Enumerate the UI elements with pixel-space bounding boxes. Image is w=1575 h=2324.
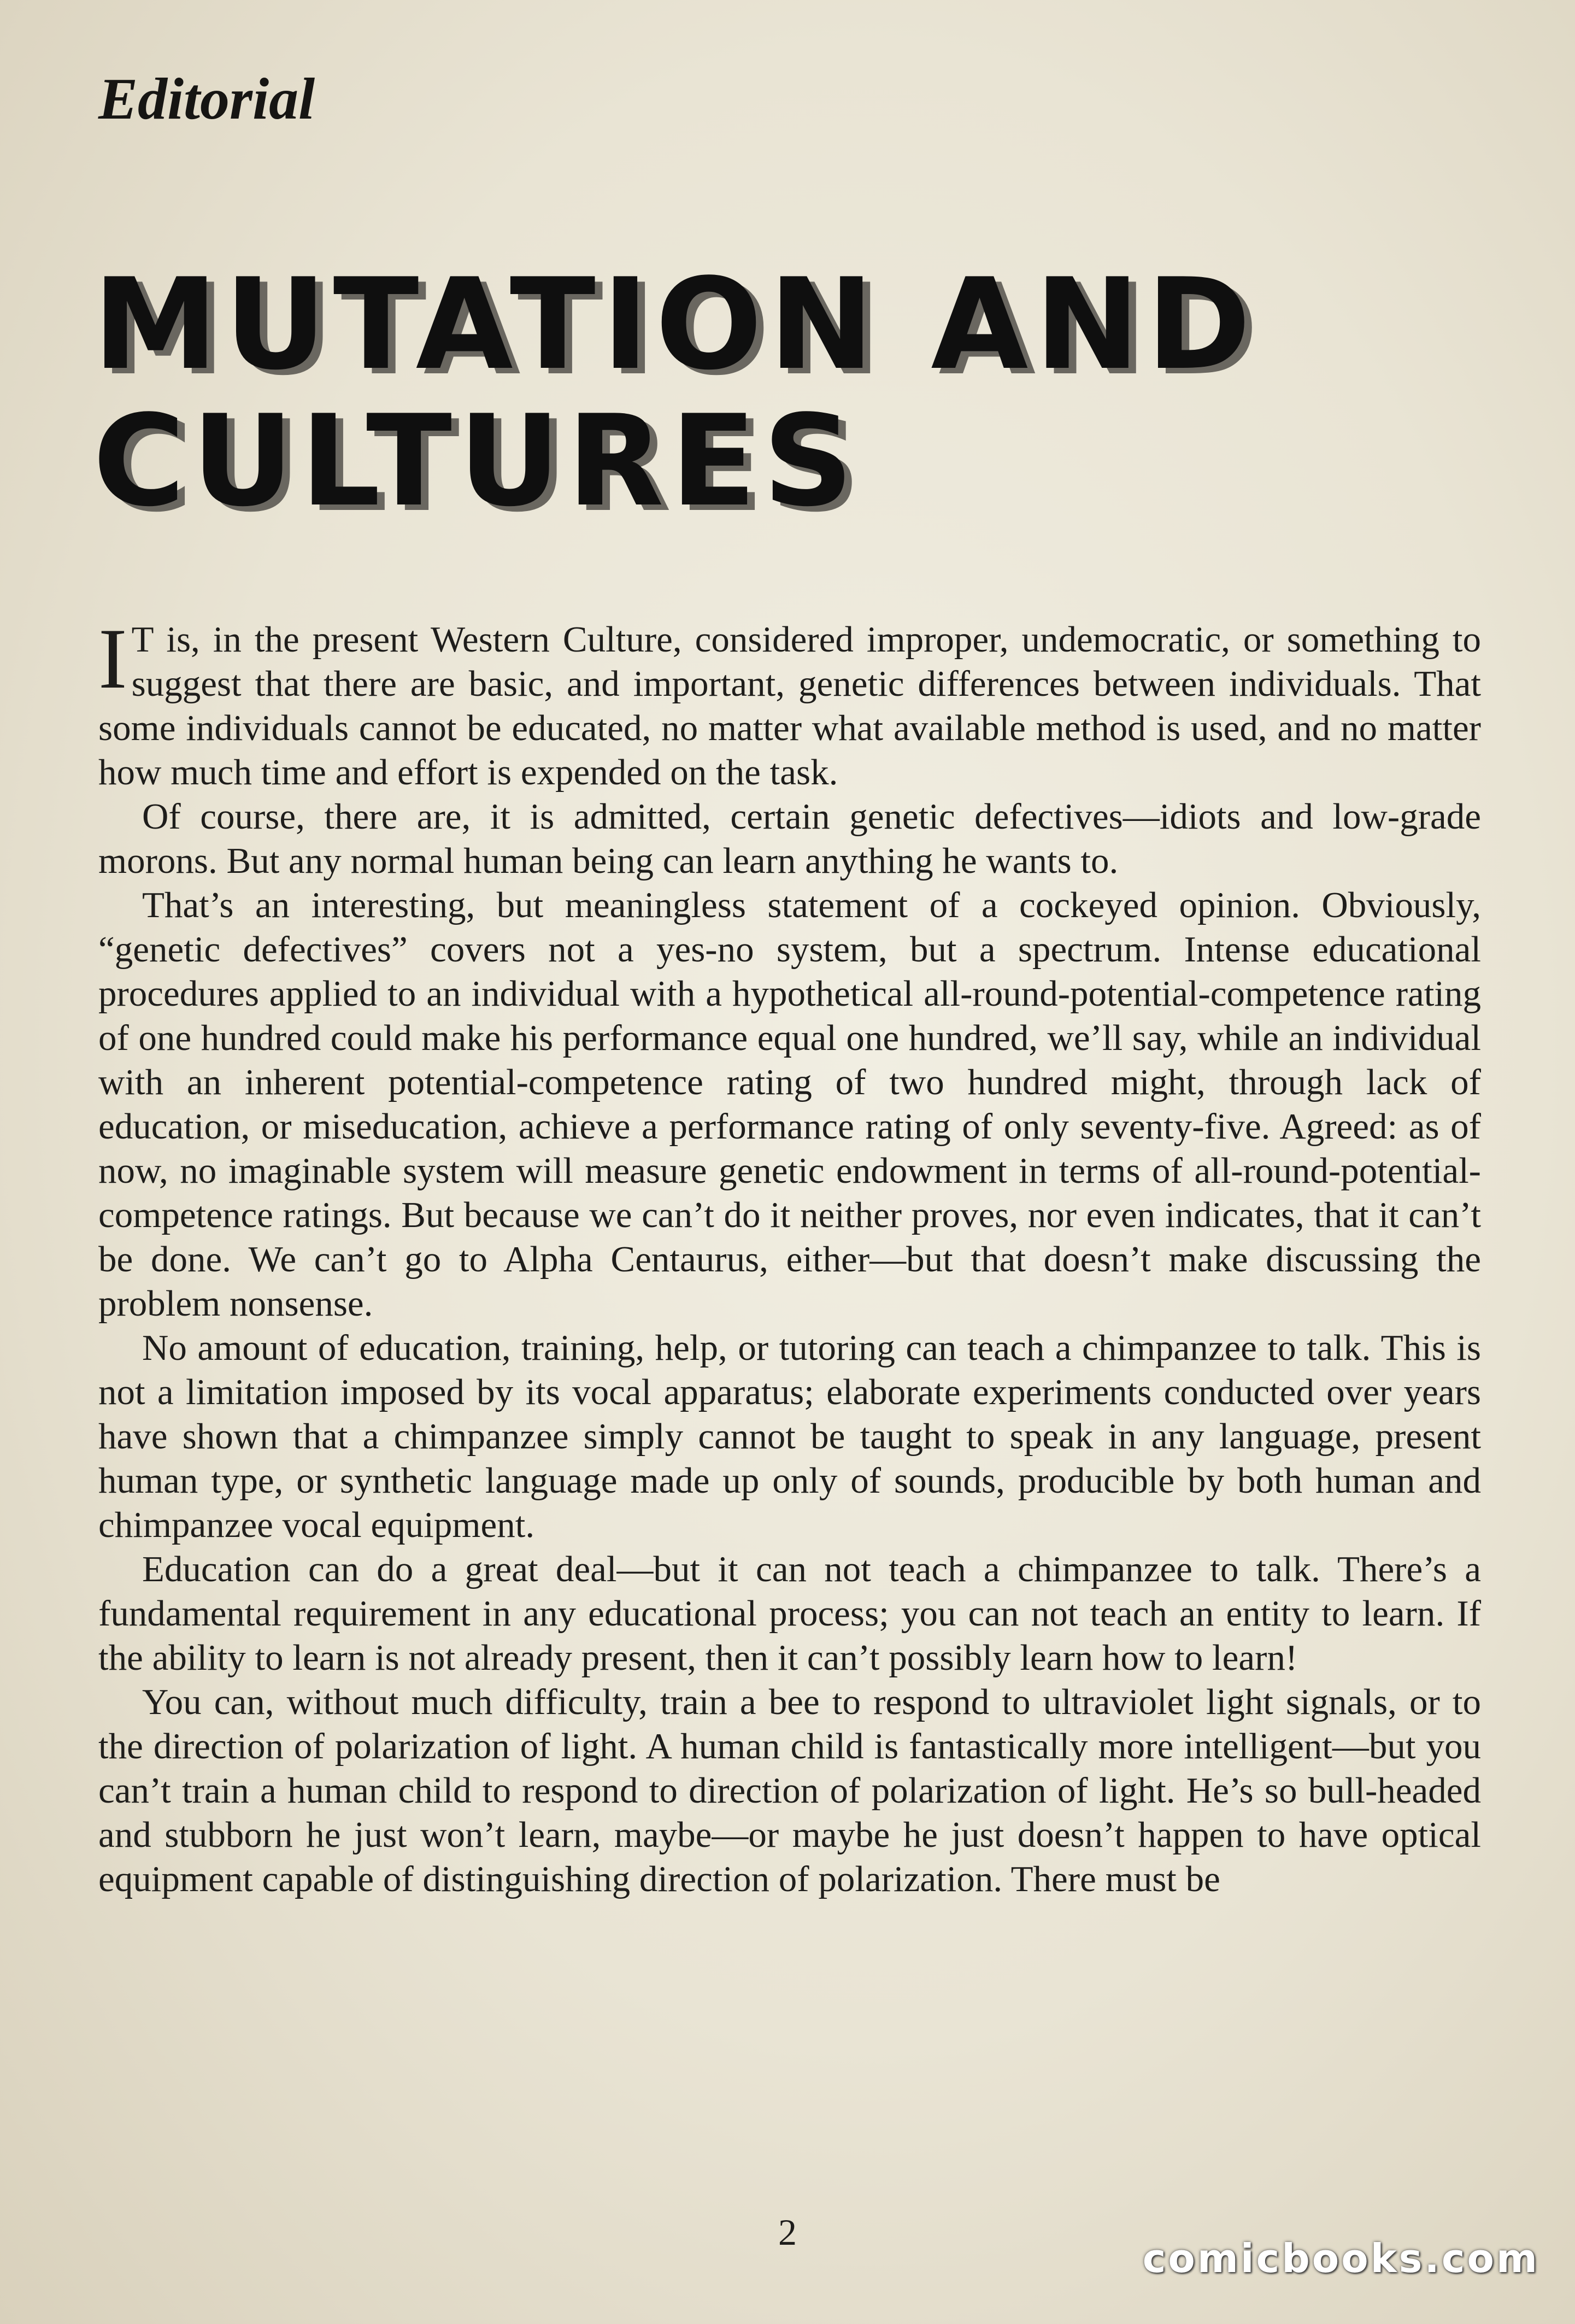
paragraph: Of course, there are, it is admitted, certain genetic defectives—idiots and low-grade morons. But any normal human being can learn anything he wants to. bbox=[98, 796, 1481, 881]
paragraph: Education can do a great deal—but it can not teach a chimpanzee to talk. There’s a fundamental requirement in any educational process; you can not teach an entity to learn. If the ability to learn is not already present, then it can’t possibly learn how to learn! bbox=[98, 1549, 1481, 1678]
section-label: Editorial bbox=[98, 67, 315, 132]
drop-cap: I bbox=[98, 611, 127, 707]
watermark-logo: comicbooks.com bbox=[1142, 2235, 1539, 2281]
page-number: 2 bbox=[778, 2211, 797, 2253]
paragraph: You can, without much difficulty, train a bee to respond to ultraviolet light signals, or to the direction of polarization of light. A human child is fantastically more intelligent—but you can’t train a human child to respond to direction of polarization of light. He’s so bull-headed and stubborn he just won’t learn, maybe—or maybe he just doesn’t happen to have optical equipment capable of distinguishing direction of polarization. There must be bbox=[98, 1682, 1481, 1899]
headline: MUTATION AND CULTURES bbox=[93, 252, 1257, 535]
paragraph: I T is, in the present Western Culture, considered improper, undemocratic, or something to suggest that there are basic, and important, genetic differences between individuals. That some individuals cannot be educated, no matter what available method is used, and no matter how much time and effort is expended on the task. bbox=[98, 611, 1481, 793]
paragraph: No amount of education, training, help, or tutoring can teach a chimpanzee to talk. This is not a limitation imposed by its vocal apparatus; elaborate experiments conducted over years have shown that a chimpanzee simply cannot be taught to speak in any language, present human type, or synthetic language made up only of sounds, producible by both human and chimpanzee vocal equipment. bbox=[98, 1328, 1481, 1545]
article-body bbox=[98, 611, 1481, 1902]
paragraph: That’s an interesting, but meaningless statement of a cockeyed opinion. Obviously, “genetic defectives” covers not a yes-no system, but a spectrum. Intense educational procedures applied to an individual with a hypothetical all-round-potential-competence rating of one hundred could make his performance equal one hundred, we’ll say, while an individual with an inherent potential-competence rating of two hundred might, through lack of education, or miseducation, achieve a performance rating of only seventy-five. Agreed: as of now, no imaginable system will measure genetic endowment in terms of all-round-potential-competence ratings. But because we can’t do it neither proves, nor even indicates, that it can’t be done. We can’t go to Alpha Centaurus, either—but that doesn’t make discussing the problem nonsense. bbox=[98, 885, 1481, 1324]
